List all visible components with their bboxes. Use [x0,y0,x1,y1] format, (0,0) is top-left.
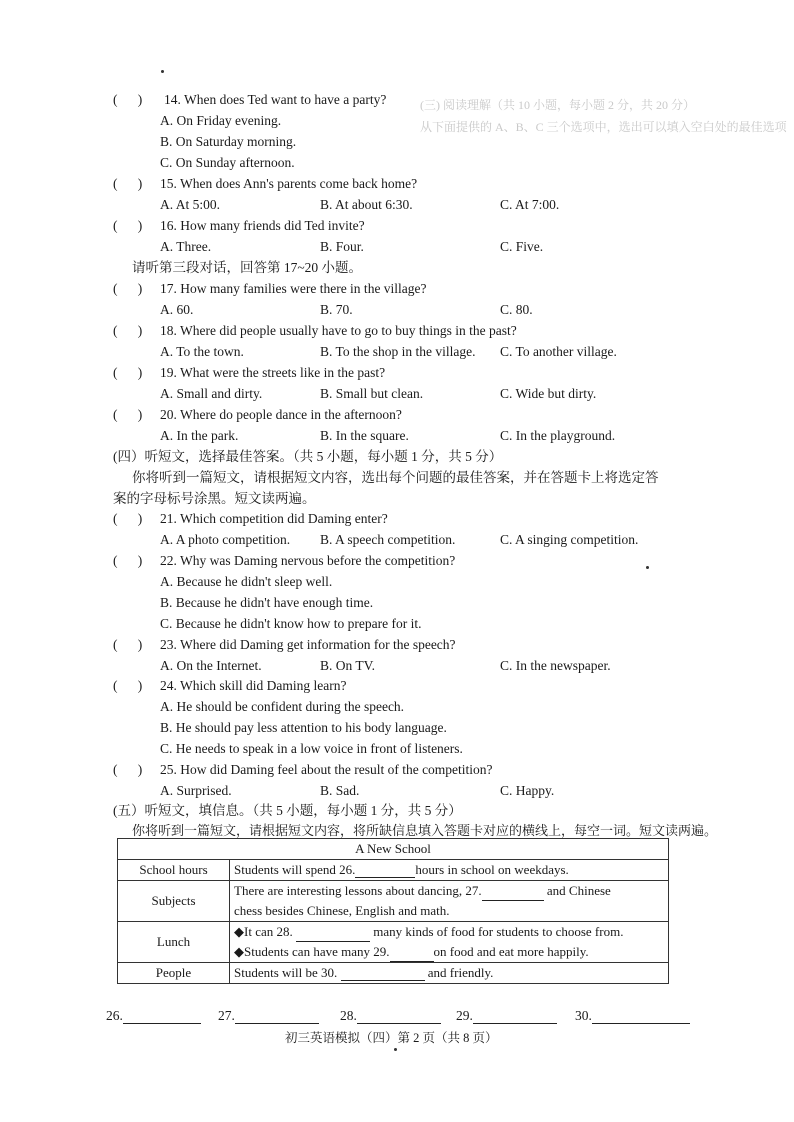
answer-paren[interactable]: ( ) [113,92,143,107]
blank-29[interactable] [390,949,434,962]
option-b: B. On Saturday morning. [160,134,297,149]
question-23: 23. Where did Daming get information for the speech? [160,637,456,652]
row-label: School hours [118,860,230,881]
option-a: A. At 5:00. [160,197,221,212]
bleed-through-text: 从下面提供的 A、B、C 三个选项中，选出可以填入空白处的最佳选项 [420,120,787,134]
answer-paren[interactable]: ( ) [113,553,143,568]
option-c: C. In the newspaper. [500,658,611,673]
question-15: 15. When does Ann's parents come back home? [160,176,418,191]
option-b: B. 70. [320,302,353,317]
option-a: A. Small and dirty. [160,386,263,401]
option-b: B. Sad. [320,783,360,798]
scan-speck [394,1048,397,1051]
option-a: A. In the park. [160,428,239,443]
answer-paren[interactable]: ( ) [113,281,143,296]
option-c: C. To another village. [500,344,617,359]
answer-blank-28[interactable]: 28. [340,1008,441,1024]
option-b: B. Because he didn't have enough time. [160,595,374,610]
question-14: 14. When does Ted want to have a party? [164,92,387,107]
answer-paren[interactable]: ( ) [113,511,143,526]
option-c: C. Because he didn't know how to prepare for it. [160,616,422,631]
option-a: A. On Friday evening. [160,113,282,128]
blank-28[interactable] [296,929,370,942]
option-a: A. To the town. [160,344,244,359]
option-c: C. On Sunday afternoon. [160,155,295,170]
option-a: A. He should be confident during the speech. [160,699,405,714]
option-b: B. He should pay less attention to his body language. [160,720,447,735]
option-c: C. Wide but dirty. [500,386,597,401]
option-b: B. In the square. [320,428,409,443]
option-a: A. On the Internet. [160,658,262,673]
blank-27[interactable] [482,888,544,901]
row-content: ◆It can 28. many kinds of food for students to choose from. ◆Students can have many 29. on food and eat more happily. [230,922,669,963]
table-title: A New School [118,839,669,860]
page-footer: 初三英语模拟（四）第 2 页（共 8 页） [285,1031,498,1045]
row-label: Subjects [118,881,230,922]
new-school-table [117,838,669,984]
answer-paren[interactable]: ( ) [113,762,143,777]
answer-paren[interactable]: ( ) [113,637,143,652]
scan-speck [646,566,649,569]
option-a: A. Three. [160,239,212,254]
row-content: Students will spend 26. hours in school on weekdays. [230,860,669,881]
option-b: B. On TV. [320,658,376,673]
answer-paren[interactable]: ( ) [113,218,143,233]
row-label: People [118,963,230,984]
question-25: 25. How did Daming feel about the result of the competition? [160,762,493,777]
option-c: C. Five. [500,239,544,254]
blank-26[interactable] [355,865,415,878]
option-c: C. 80. [500,302,533,317]
option-c: C. A singing competition. [500,532,639,547]
blank-30[interactable] [341,968,425,981]
option-b: B. Four. [320,239,364,254]
bleed-through-text: (三) 阅读理解（共 10 小题，每小题 2 分，共 20 分） [420,98,695,112]
option-c: C. Happy. [500,783,555,798]
section-5-title: (五）听短文，填信息。（共 5 小题，每小题 1 分，共 5 分） [113,803,462,818]
answer-blank-30[interactable]: 30. [575,1008,690,1024]
row-label: Lunch [118,922,230,963]
row-content: There are interesting lessons about dancing, 27. and Chinese chess besides Chinese, English and math. [230,881,669,922]
option-c: C. At 7:00. [500,197,560,212]
answer-blank-27[interactable]: 27. [218,1008,319,1024]
answer-paren[interactable]: ( ) [113,678,143,693]
section-5-instructions: 你将听到一篇短文，请根据短文内容，将所缺信息填入答题卡对应的横线上，每空一词。短文读两遍。 [132,823,718,838]
question-24: 24. Which skill did Daming learn? [160,678,347,693]
row-content: Students will be 30. and friendly. [230,963,669,984]
option-b: B. At about 6:30. [320,197,413,212]
question-19: 19. What were the streets like in the past? [160,365,386,380]
section-4-instructions: 案的字母标号涂黑。短文读两遍。 [113,491,316,506]
answer-paren[interactable]: ( ) [113,407,143,422]
answer-blank-29[interactable]: 29. [456,1008,557,1024]
question-21: 21. Which competition did Daming enter? [160,511,388,526]
answer-paren[interactable]: ( ) [113,176,143,191]
answer-blank-26[interactable]: 26. [106,1008,201,1024]
answer-paren[interactable]: ( ) [113,365,143,380]
option-b: B. Small but clean. [320,386,424,401]
section-4-title: (四）听短文，选择最佳答案。（共 5 小题，每小题 1 分，共 5 分） [113,449,503,464]
option-b: B. To the shop in the village. [320,344,476,359]
option-a: A. 60. [160,302,194,317]
scan-speck [161,70,164,73]
section-4-instructions: 你将听到一篇短文，请根据短文内容，选出每个问题的最佳答案，并在答题卡上将选定答 [132,470,659,485]
question-17: 17. How many families were there in the village? [160,281,427,296]
option-c: C. In the playground. [500,428,616,443]
question-16: 16. How many friends did Ted invite? [160,218,365,233]
option-a: A. Because he didn't sleep well. [160,574,333,589]
question-22: 22. Why was Daming nervous before the competition? [160,553,456,568]
option-c: C. He needs to speak in a low voice in front of listeners. [160,741,463,756]
question-18: 18. Where did people usually have to go to buy things in the past? [160,323,517,338]
option-b: B. A speech competition. [320,532,456,547]
answer-paren[interactable]: ( ) [113,323,143,338]
instruction-17-20: 请听第三段对话，回答第 17~20 小题。 [132,260,363,275]
question-20: 20. Where do people dance in the afternoon? [160,407,402,422]
option-a: A. Surprised. [160,783,232,798]
option-a: A. A photo competition. [160,532,291,547]
